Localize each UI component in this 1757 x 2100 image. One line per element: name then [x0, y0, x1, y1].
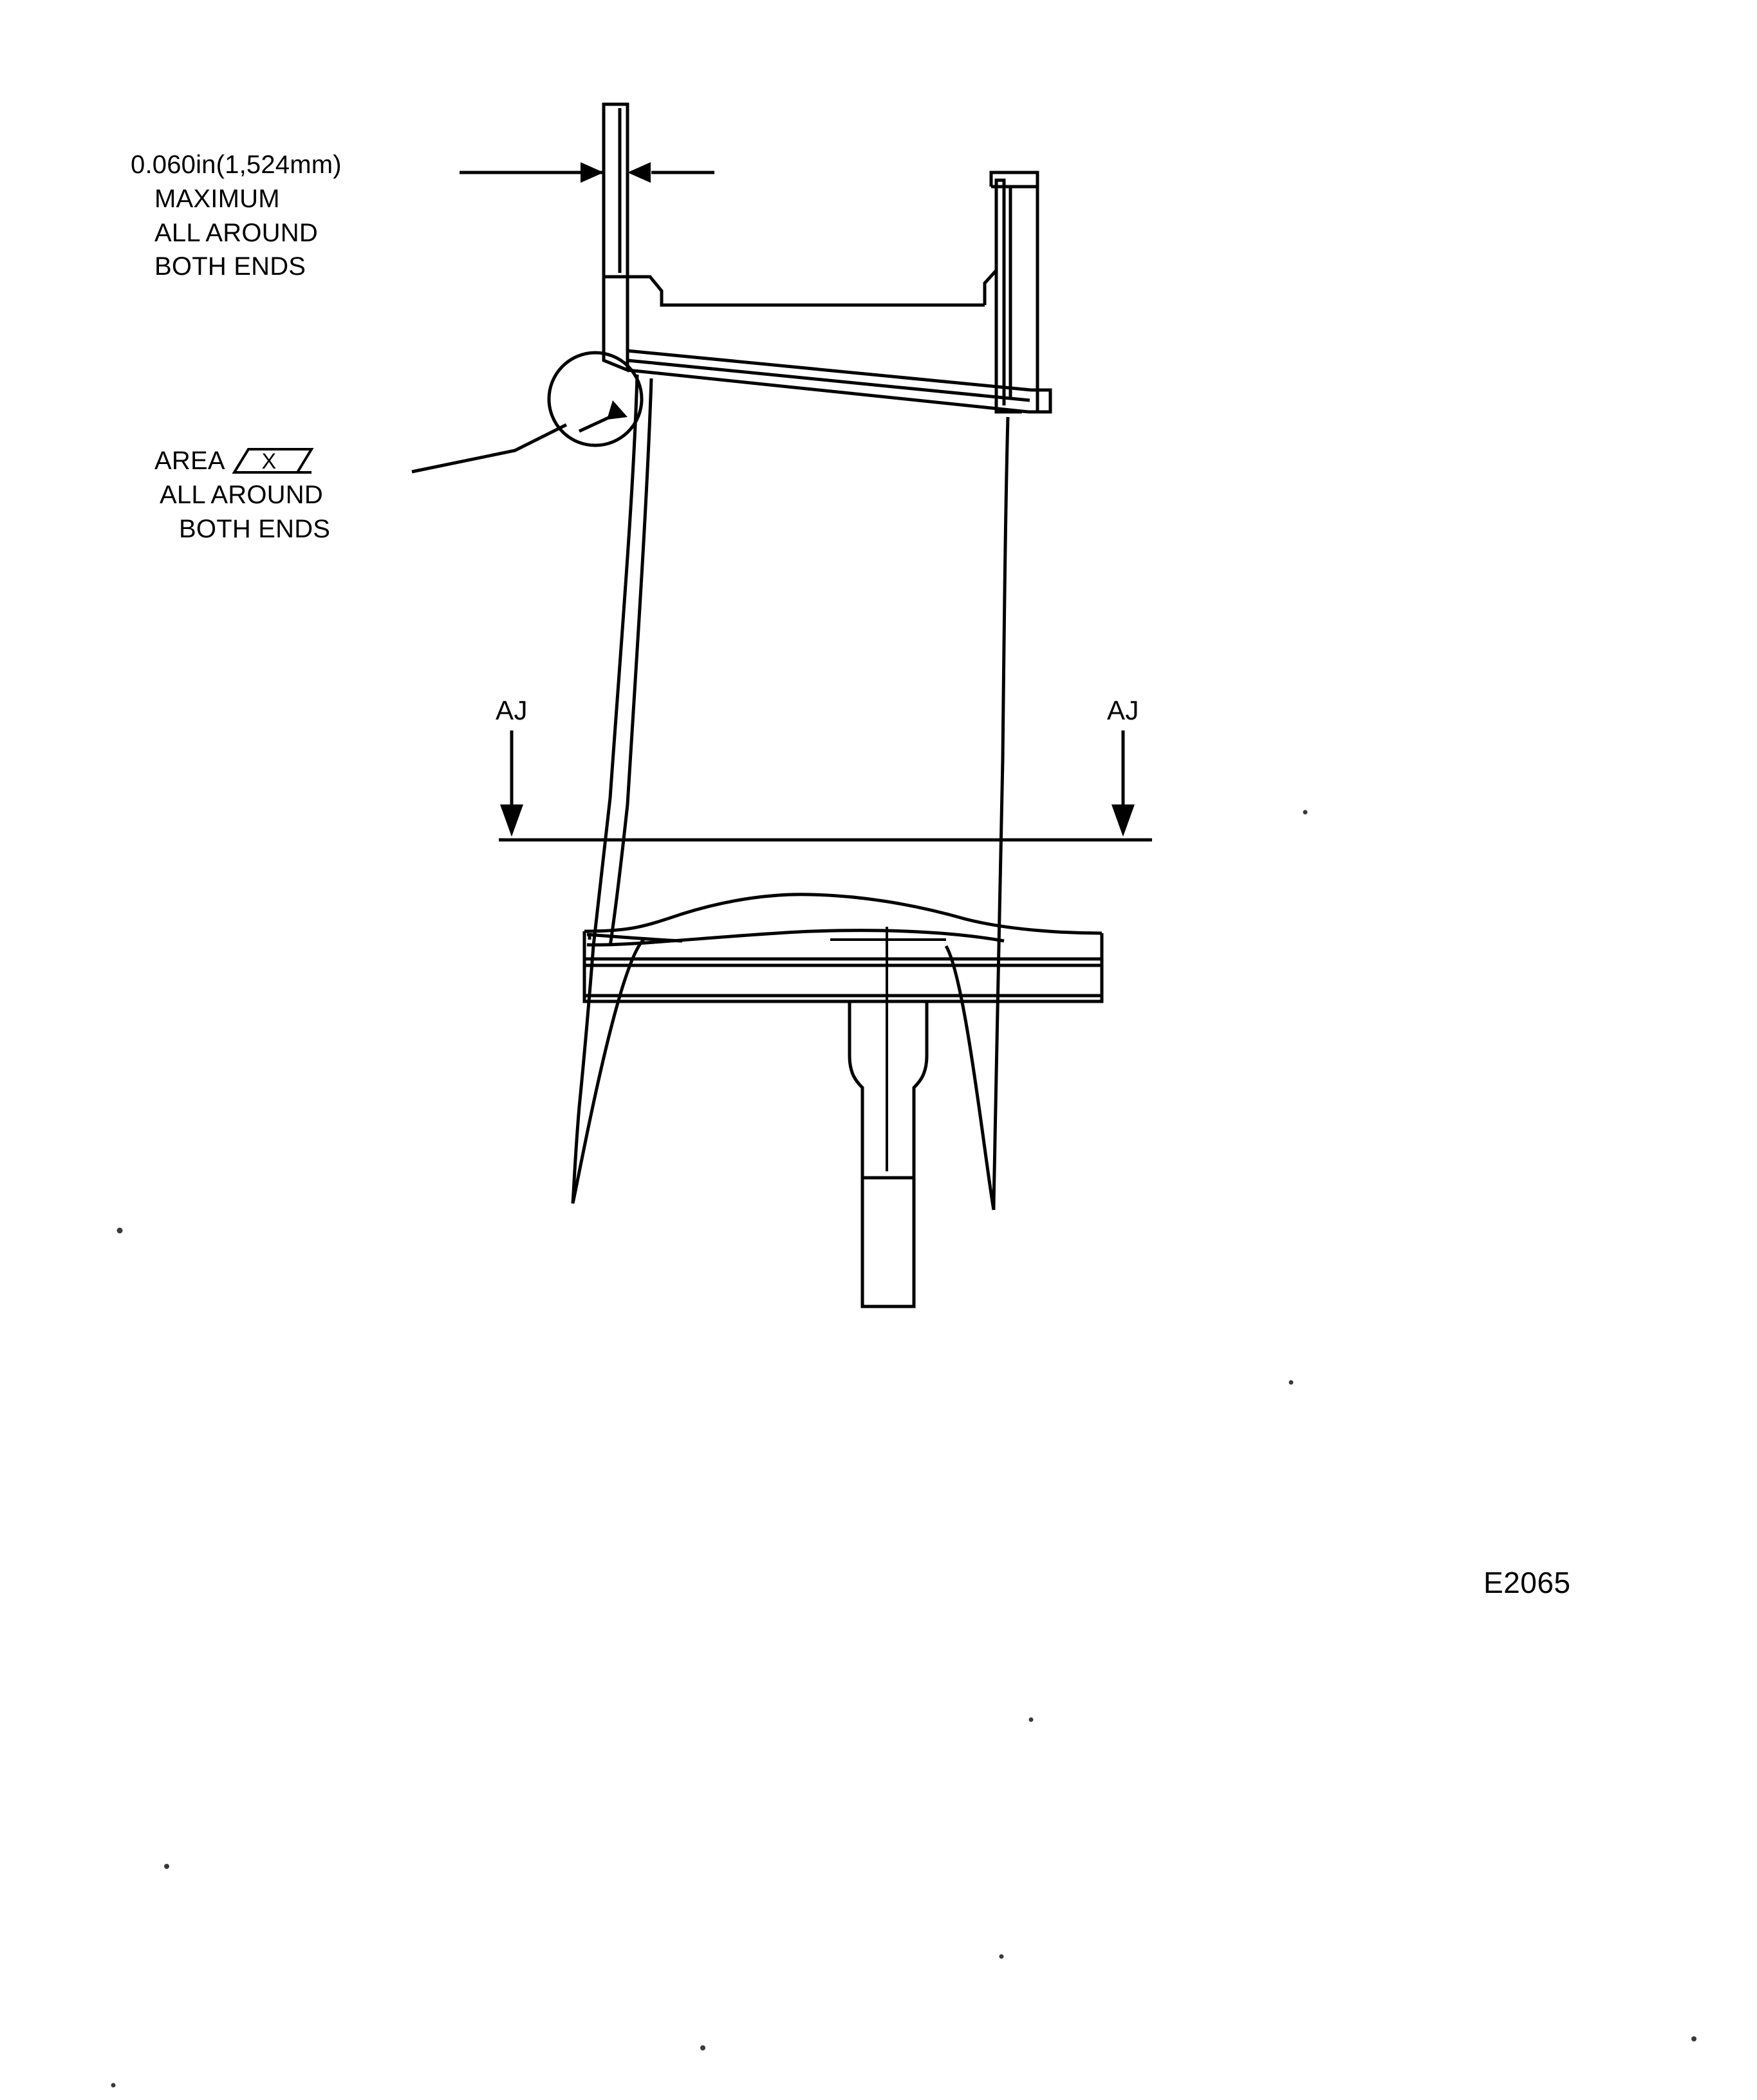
callout-area-line2: ALL AROUND — [160, 480, 323, 509]
callout-thickness — [131, 148, 342, 284]
callout-area-line3: BOTH ENDS — [179, 514, 331, 543]
callout-area — [154, 444, 330, 546]
callout-thickness-line3: ALL AROUND — [154, 218, 318, 247]
section-mark-right: AJ — [1107, 695, 1140, 725]
callout-thickness-line1: 0.060in(1,524mm) — [131, 151, 342, 179]
callout-thickness-line4: BOTH ENDS — [154, 252, 306, 281]
callout-thickness-line2: MAXIMUM — [154, 184, 280, 213]
callout-area-label: AREA — [154, 447, 225, 475]
area-flag-letter: X — [261, 449, 277, 474]
area-flag-icon — [232, 445, 314, 476]
figure-id-label: E2065 — [1483, 1566, 1571, 1599]
section-mark-left: AJ — [496, 695, 528, 725]
